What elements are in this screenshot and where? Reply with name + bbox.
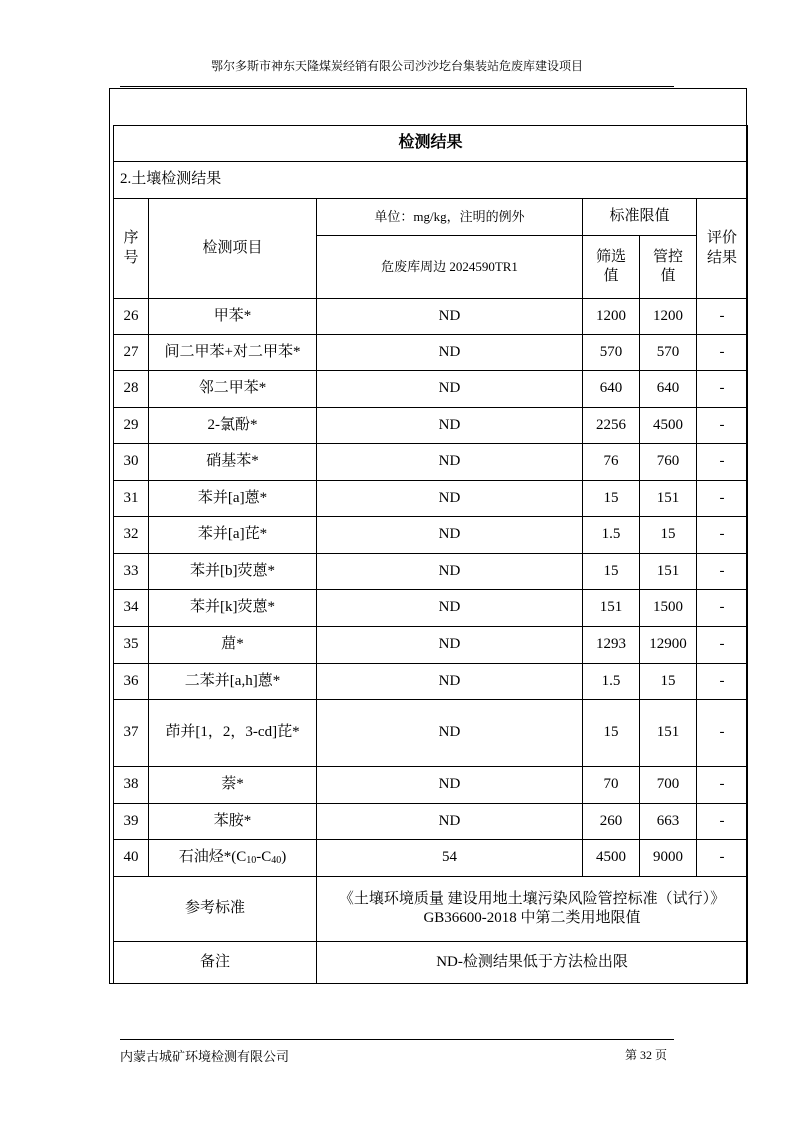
row-eval: - <box>697 767 748 804</box>
row-result: ND <box>317 481 583 517</box>
row-control: 640 <box>640 371 697 408</box>
row-screen: 1200 <box>583 299 640 335</box>
row-eval: - <box>697 804 748 840</box>
row-no: 26 <box>114 299 149 335</box>
table-row <box>114 408 748 444</box>
row-no: 38 <box>114 767 149 804</box>
col-header-control-text: 管控值 <box>652 248 683 284</box>
row-no: 29 <box>114 408 149 444</box>
row-no: 35 <box>114 627 149 664</box>
row-control: 700 <box>640 767 697 804</box>
table-row <box>114 444 748 481</box>
row-screen: 260 <box>583 804 640 840</box>
col-header-seq-text: 序号 <box>123 230 139 266</box>
table-row <box>114 517 748 554</box>
row-control: 760 <box>640 444 697 481</box>
col-header-item: 检测项目 <box>149 199 317 299</box>
remark-value: ND-检测结果低于方法检出限 <box>317 942 748 984</box>
footer-page-number: 第 32 页 <box>625 1048 668 1062</box>
row-no: 27 <box>114 335 149 371</box>
row-item: 二苯并[a,h]蒽* <box>149 664 317 700</box>
row-item: 䓛* <box>149 627 317 664</box>
row-result: 54 <box>317 840 583 877</box>
col-header-screen <box>583 236 640 299</box>
reference-line-1: 《土壤环境质量 建设用地土壤污染风险管控标准（试行）》 <box>338 890 726 907</box>
row-eval: - <box>697 299 748 335</box>
row-item: 2-氯酚* <box>149 408 317 444</box>
row-item: 甲苯* <box>149 299 317 335</box>
row-result: ND <box>317 590 583 627</box>
row-screen: 76 <box>583 444 640 481</box>
remark-label: 备注 <box>114 942 317 984</box>
row-control: 663 <box>640 804 697 840</box>
table-title: 检测结果 <box>114 126 748 162</box>
row-item: 苯并[a]蒽* <box>149 481 317 517</box>
row-control: 151 <box>640 700 697 767</box>
row-control: 9000 <box>640 840 697 877</box>
reference-line-2: GB36600-2018 中第二类用地限值 <box>423 910 641 926</box>
col-header-eval-text: 评价结果 <box>707 230 738 266</box>
row-eval: - <box>697 481 748 517</box>
row-screen: 570 <box>583 335 640 371</box>
table-row <box>114 627 748 664</box>
col-header-standard: 标准限值 <box>583 199 697 236</box>
row-eval: - <box>697 517 748 554</box>
table-row <box>114 700 748 767</box>
row-screen: 15 <box>583 700 640 767</box>
footer-company: 内蒙古城矿环境检测有限公司 <box>120 1049 290 1064</box>
row-result: ND <box>317 700 583 767</box>
row-result: ND <box>317 517 583 554</box>
row-screen: 4500 <box>583 840 640 877</box>
row-screen: 1.5 <box>583 664 640 700</box>
col-header-screen-text: 筛选值 <box>595 248 626 284</box>
row-item: 茚并[1，2，3-cd]芘* <box>149 700 317 767</box>
row-result: ND <box>317 804 583 840</box>
col-header-eval <box>697 199 748 299</box>
row-result: ND <box>317 408 583 444</box>
row-eval: - <box>697 335 748 371</box>
reference-value <box>317 877 748 942</box>
row-no: 40 <box>114 840 149 877</box>
row-item-sub2: 40 <box>271 855 282 867</box>
row-item: 苯胺* <box>149 804 317 840</box>
table-row <box>114 371 748 408</box>
table-row <box>114 767 748 804</box>
row-control: 12900 <box>640 627 697 664</box>
header-divider <box>120 86 674 87</box>
row-screen: 15 <box>583 554 640 590</box>
row-eval: - <box>697 664 748 700</box>
row-eval: - <box>697 444 748 481</box>
row-item: 萘* <box>149 767 317 804</box>
table-row <box>114 299 748 335</box>
row-eval: - <box>697 590 748 627</box>
table-row <box>114 840 748 877</box>
row-no: 39 <box>114 804 149 840</box>
row-no: 31 <box>114 481 149 517</box>
row-item: 苯并[a]芘* <box>149 517 317 554</box>
row-screen: 151 <box>583 590 640 627</box>
row-control: 15 <box>640 517 697 554</box>
row-control: 15 <box>640 664 697 700</box>
row-no: 32 <box>114 517 149 554</box>
row-screen: 2256 <box>583 408 640 444</box>
footer-divider <box>120 1039 674 1040</box>
row-eval: - <box>697 840 748 877</box>
row-screen: 640 <box>583 371 640 408</box>
table-row <box>114 554 748 590</box>
row-control: 1200 <box>640 299 697 335</box>
row-eval: - <box>697 627 748 664</box>
row-control: 151 <box>640 481 697 517</box>
row-item: 邻二甲苯* <box>149 371 317 408</box>
row-eval: - <box>697 371 748 408</box>
site-label: 危废库周边 2024590TR1 <box>317 236 583 299</box>
table-row <box>114 664 748 700</box>
row-result: ND <box>317 627 583 664</box>
table-row <box>114 335 748 371</box>
section-title: 2.土壤检测结果 <box>114 162 748 199</box>
row-item-sub1: 10 <box>246 855 257 867</box>
row-control: 4500 <box>640 408 697 444</box>
row-item: 苯并[b]荧蒽* <box>149 554 317 590</box>
row-control: 1500 <box>640 590 697 627</box>
row-result: ND <box>317 444 583 481</box>
row-item: 苯并[k]荧蒽* <box>149 590 317 627</box>
row-result: ND <box>317 299 583 335</box>
row-no: 34 <box>114 590 149 627</box>
row-result: ND <box>317 664 583 700</box>
table-row <box>114 590 748 627</box>
row-item-prefix: 石油烃*(C <box>178 849 247 866</box>
row-screen: 1.5 <box>583 517 640 554</box>
row-item: 间二甲苯+对二甲苯* <box>149 335 317 371</box>
col-header-control <box>640 236 697 299</box>
row-no: 28 <box>114 371 149 408</box>
row-item-mid: -C <box>256 849 272 866</box>
row-item: 硝基苯* <box>149 444 317 481</box>
row-screen: 15 <box>583 481 640 517</box>
row-result: ND <box>317 335 583 371</box>
col-header-seq <box>114 199 149 299</box>
row-no: 33 <box>114 554 149 590</box>
row-eval: - <box>697 554 748 590</box>
row-no: 37 <box>114 700 149 767</box>
row-no: 30 <box>114 444 149 481</box>
row-result: ND <box>317 767 583 804</box>
unit-note: 单位：mg/kg，注明的例外 <box>317 199 583 236</box>
reference-label: 参考标准 <box>114 877 317 942</box>
row-eval: - <box>697 700 748 767</box>
results-table <box>113 125 748 984</box>
row-screen: 70 <box>583 767 640 804</box>
row-control: 570 <box>640 335 697 371</box>
row-no: 36 <box>114 664 149 700</box>
row-control: 151 <box>640 554 697 590</box>
row-item-suffix: ) <box>281 849 287 866</box>
page-header: 鄂尔多斯市神东天隆煤炭经销有限公司沙沙圪台集装站危废库建设项目 <box>210 59 583 73</box>
row-result: ND <box>317 371 583 408</box>
row-item <box>149 840 317 877</box>
row-eval: - <box>697 408 748 444</box>
table-row <box>114 804 748 840</box>
row-screen: 1293 <box>583 627 640 664</box>
table-row <box>114 481 748 517</box>
row-result: ND <box>317 554 583 590</box>
